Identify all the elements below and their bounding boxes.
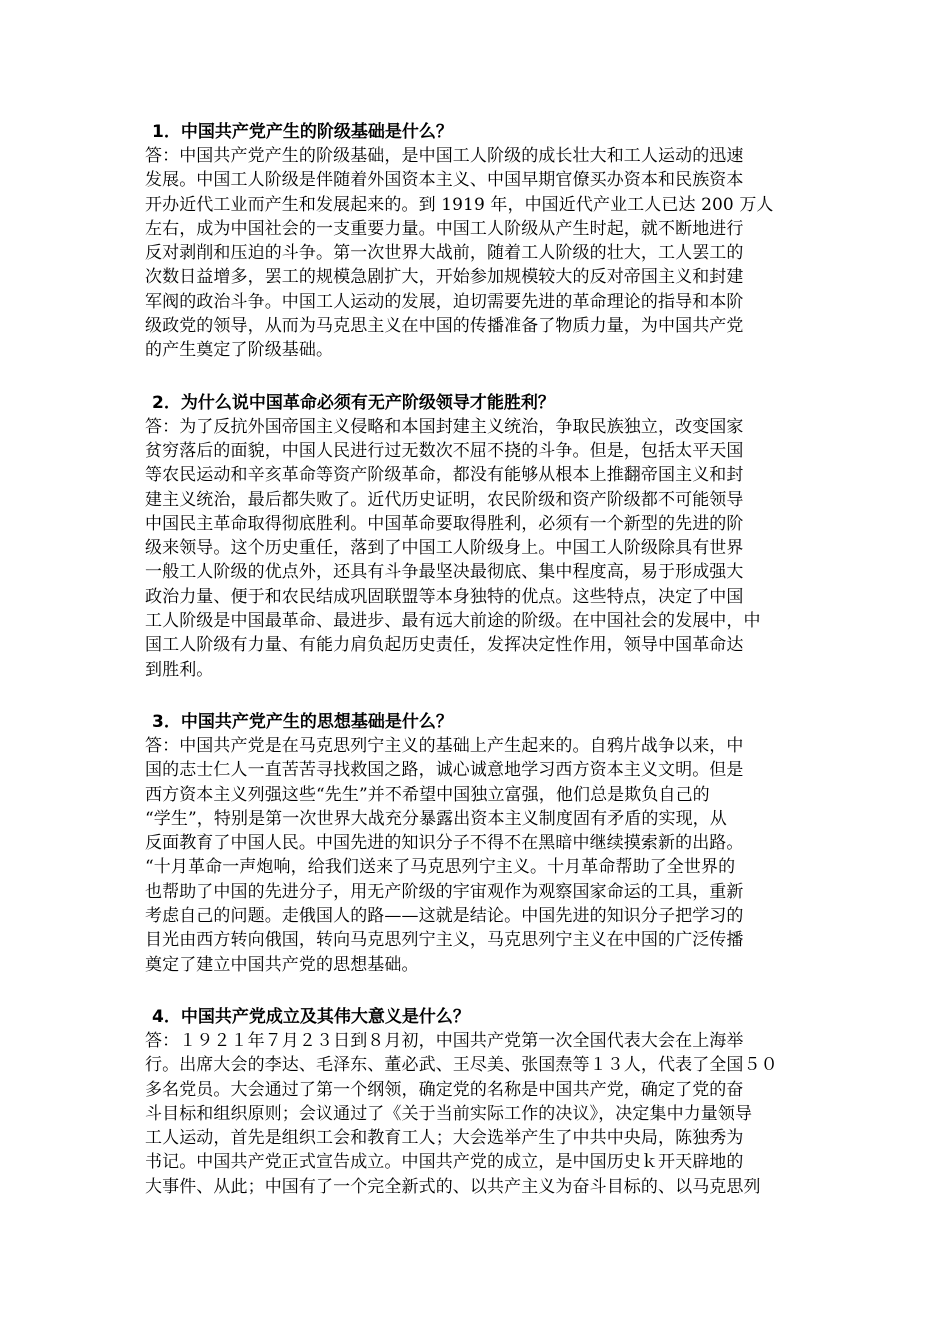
answer-line: 国工人阶级有力量、有能力肩负起历史责任，发挥决定性作用，领导中国革命达 (145, 635, 744, 656)
answer-line: 发展。中国工人阶级是伴随着外国资本主义、中国早期官僚买办资本和民族资本 (145, 170, 744, 191)
question-heading: 1．中国共产党产生的阶级基础是什么？ (152, 122, 453, 142)
answer-line: 中国民主革命取得彻底胜利。中国革命要取得胜利，必须有一个新型的先进的阶 (145, 513, 744, 534)
question-heading: 3．中国共产党产生的思想基础是什么？ (152, 711, 453, 732)
answer-line: 等农民运动和辛亥革命等资产阶级革命，都没有能够从根本上推翻帝国主义和封 (145, 465, 744, 486)
answer-line: 反对剥削和压迫的斗争。第一次世界大战前，随着工人阶级的壮大，工人罢工的 (145, 243, 744, 264)
answer-line: 答：中国共产党产生的阶级基础，是中国工人阶级的成长壮大和工人运动的迅速 (145, 146, 744, 166)
answer-line: 工人运动，首先是组织工会和教育工人；大会选举产生了中共中央局，陈独秀为 (145, 1128, 744, 1149)
answer-line: 行。出席大会的李达、毛泽东、董必武、王尽美、张国焘等１３人，代表了全国５０ (145, 1055, 778, 1076)
answer-line: 贫穷落后的面貌，中国人民进行过无数次不屈不挠的斗争。但是，包括太平天国 (145, 440, 744, 461)
qa-section-4 (145, 1005, 812, 1199)
answer-line: 政治力量、便于和农民结成巩固联盟等本身独特的优点。这些特点，决定了中国 (145, 586, 744, 607)
answer-line: 答：为了反抗外国帝国主义侵略和本国封建主义统治，争取民族独立，改变国家 (145, 416, 744, 437)
answer-line: 书记。中国共产党正式宣告成立。中国共产党的成立，是中国历史ｋ开天辟地的 (145, 1152, 744, 1173)
answer-line: “学生”，特别是第一次世界大战充分暴露出资本主义制度固有矛盾的实现，从 (145, 808, 727, 829)
document-body (145, 120, 812, 1227)
answer-line: 一般工人阶级的优点外，还具有斗争最坚决最彻底、集中程度高，易于形成强大 (145, 562, 744, 583)
answer-line: 左右，成为中国社会的一支重要力量。中国工人阶级从产生时起，就不断地进行 (145, 218, 744, 239)
answer-line: 国的志士仁人一直苦苦寻找救国之路，诚心诚意地学习西方资本主义文明。但是 (145, 760, 744, 781)
qa-section-3 (145, 710, 812, 977)
answer-line: 次数日益增多，罢工的规模急剧扩大，开始参加规模较大的反对帝国主义和封建 (145, 267, 744, 288)
answer-line: 大事件、从此；中国有了一个完全新式的、以共产主义为奋斗目标的、以马克思列 (145, 1176, 761, 1197)
answer-line: 反面教育了中国人民。中国先进的知识分子不得不在黑暗中继续摸索新的出路。 (145, 833, 744, 854)
answer-line: 军阀的政治斗争。中国工人运动的发展，迫切需要先进的革命理论的指导和本阶 (145, 291, 744, 312)
answer-paragraph (145, 144, 812, 363)
question-heading: 4．中国共产党成立及其伟大意义是什么？ (152, 1006, 470, 1027)
answer-line: 级来领导。这个历史重任，落到了中国工人阶级身上。中国工人阶级除具有世界 (145, 538, 744, 559)
answer-paragraph (145, 415, 812, 682)
answer-line: “十月革命一声炮响，给我们送来了马克思列宁主义。十月革命帮助了全世界的 (145, 857, 736, 878)
answer-line: 到胜利。 (145, 659, 214, 680)
answer-line: 答：１９２１年７月２３日到８月初，中国共产党第一次全国代表大会在上海举 (145, 1030, 744, 1051)
answer-line: 奠定了建立中国共产党的思想基础。 (145, 954, 419, 975)
answer-line: 工人阶级是中国最革命、最进步、最有远大前途的阶级。在中国社会的发展中，中 (145, 611, 761, 632)
question-heading: 2．为什么说中国革命必须有无产阶级领导才能胜利？ (152, 392, 555, 413)
answer-line: 的产生奠定了阶级基础。 (145, 340, 334, 361)
answer-line: 也帮助了中国的先进分子，用无产阶级的宇宙观作为观察国家命运的工具，重新 (145, 881, 744, 902)
answer-line: 多名党员。大会通过了第一个纲领，确定党的名称是中国共产党，确定了党的奋 (145, 1079, 744, 1100)
answer-line: 开办近代工业而产生和发展起来的。到 1919 年，中国近代产业工人已达 200 万人 (145, 194, 774, 215)
answer-line: 考虑自己的问题。走俄国人的路——这就是结论。中国先进的知识分子把学习的 (145, 906, 744, 927)
answer-line: 斗目标和组织原则；会议通过了《关于当前实际工作的决议》，决定集中力量领导 (145, 1103, 753, 1124)
answer-line: 级政党的领导，从而为马克思主义在中国的传播准备了物质力量，为中国共产党 (145, 316, 744, 337)
answer-line: 目光由西方转向俄国，转向马克思列宁主义，马克思列宁主义在中国的广泛传播 (145, 930, 744, 951)
answer-paragraph (145, 734, 812, 977)
answer-line: 西方资本主义列强这些“先生”并不希望中国独立富强，他们总是欺负自己的 (145, 784, 710, 805)
qa-section-1 (145, 120, 812, 363)
answer-line: 建主义统治，最后都失败了。近代历史证明，农民阶级和资产阶级都不可能领导 (145, 489, 744, 510)
qa-section-2 (145, 391, 812, 682)
answer-paragraph (145, 1029, 812, 1199)
answer-line: 答：中国共产党是在马克思列宁主义的基础上产生起来的。自鸦片战争以来，中 (145, 735, 744, 756)
